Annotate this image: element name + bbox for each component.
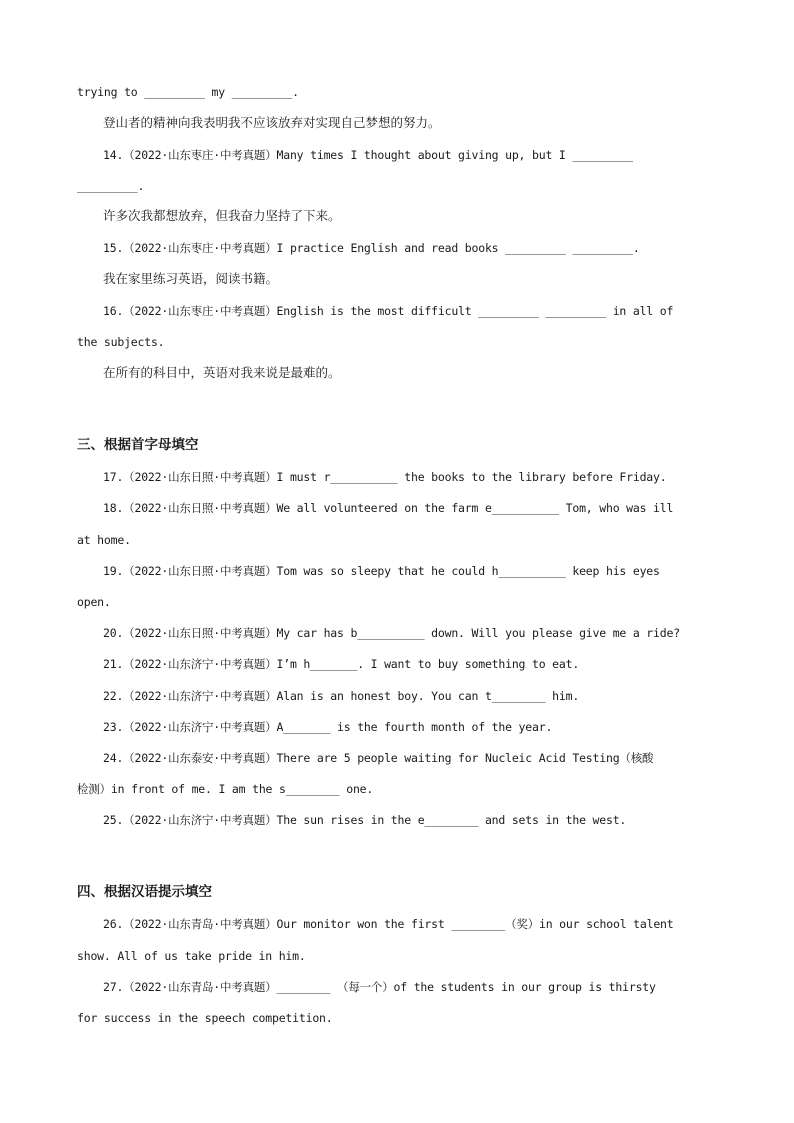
q23-text: 23.（2022·山东济宁·中考真题）A_______ is the fourth month of the year. bbox=[103, 720, 553, 734]
q25-text: 25.（2022·山东济宁·中考真题）The sun rises in the e________ and sets in the west. bbox=[103, 813, 627, 827]
q26-text: 26.（2022·山东青岛·中考真题）Our monitor won the first ________（奖）in our school talent bbox=[103, 917, 674, 931]
q16-continuation: the subjects. bbox=[77, 335, 165, 349]
q13-translation: 登山者的精神向我表明我不应该放弃对实现自己梦想的努力。 bbox=[103, 115, 441, 130]
q26-continuation: show. All of us take pride in him. bbox=[77, 949, 306, 963]
q27-continuation: for success in the speech competition. bbox=[77, 1011, 333, 1025]
q14-translation: 许多次我都想放弃，但我奋力坚持了下来。 bbox=[103, 208, 341, 223]
q22-text: 22.（2022·山东济宁·中考真题）Alan is an honest boy. You can t________ him. bbox=[103, 689, 580, 703]
q13-continuation: trying to _________ my _________. bbox=[77, 85, 299, 99]
q20-text: 20.（2022·山东日照·中考真题）My car has b__________ down. Will you please give me a ride? bbox=[103, 626, 680, 640]
q19-continuation: open. bbox=[77, 595, 111, 609]
section-3-heading: 三、根据首字母填空 bbox=[77, 437, 199, 453]
q14-text: 14.（2022·山东枣庄·中考真题）Many times I thought about giving up, but I _________ bbox=[103, 148, 633, 162]
q14-continuation: _________. bbox=[77, 179, 145, 193]
q24-text: 24.（2022·山东泰安·中考真题）There are 5 people waiting for Nucleic Acid Testing（核酸 bbox=[103, 751, 654, 765]
q17-text: 17.（2022·山东日照·中考真题）I must r__________ the books to the library before Friday. bbox=[103, 470, 667, 484]
q24-continuation: 检测）in front of me. I am the s________ one. bbox=[77, 782, 374, 796]
q16-text: 16.（2022·山东枣庄·中考真题）English is the most difficult _________ _________ in all of bbox=[103, 304, 674, 318]
q19-text: 19.（2022·山东日照·中考真题）Tom was so sleepy that he could h__________ keep his eyes bbox=[103, 564, 660, 578]
q27-text: 27.（2022·山东青岛·中考真题）________ （每一个）of the students in our group is thirsty bbox=[103, 980, 656, 994]
q16-translation: 在所有的科目中，英语对我来说是最难的。 bbox=[103, 365, 341, 380]
q15-translation: 我在家里练习英语，阅读书籍。 bbox=[103, 271, 279, 286]
q15-text: 15.（2022·山东枣庄·中考真题）I practice English and read books _________ _________. bbox=[103, 241, 640, 255]
q18-text: 18.（2022·山东日照·中考真题）We all volunteered on the farm e__________ Tom, who was ill bbox=[103, 501, 674, 515]
q21-text: 21.（2022·山东济宁·中考真题）I’m h_______. I want to buy something to eat. bbox=[103, 657, 580, 671]
section-4-heading: 四、根据汉语提示填空 bbox=[77, 884, 212, 900]
q18-continuation: at home. bbox=[77, 533, 131, 547]
